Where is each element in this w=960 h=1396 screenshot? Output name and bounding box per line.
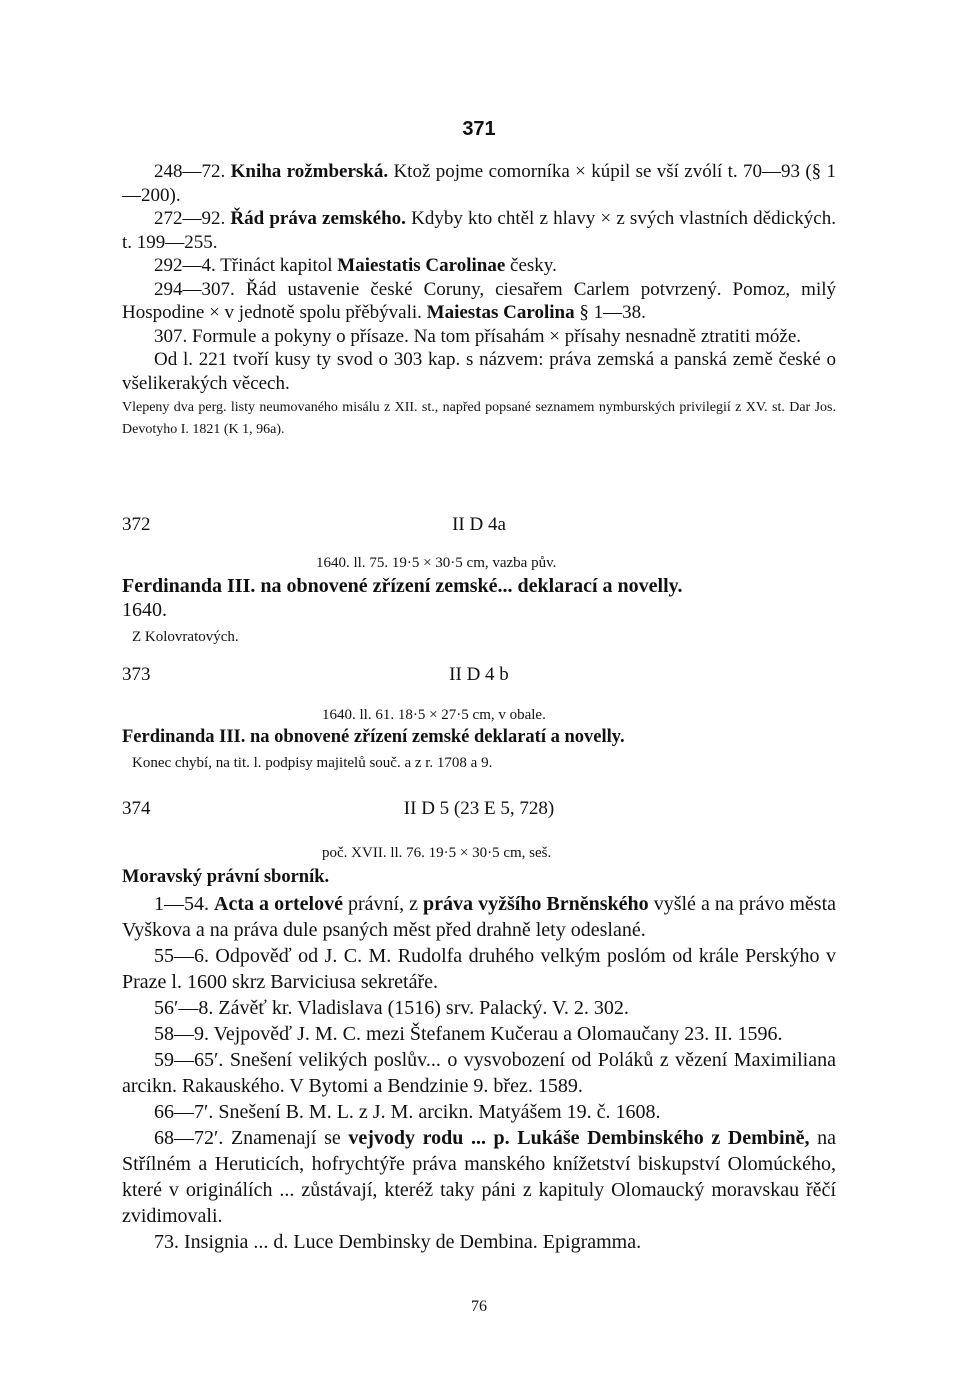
entry-number: 372 [122, 514, 151, 535]
entry-line [122, 160, 836, 207]
entry-371-contents [122, 160, 836, 440]
entry-line [122, 1229, 836, 1255]
entry-line [122, 891, 836, 943]
physical-description: poč. XVII. ll. 76. 19·5 × 30·5 cm, seš. [322, 845, 552, 861]
text-run: 66—7′. Snešení B. M. L. z J. M. arcikn. Matyášem 19. č. 1608. [154, 1100, 661, 1123]
text-run: vejvody rodu ... p. Lukáše Dembinského z Dembině, [348, 1126, 810, 1149]
text-run: Acta a ortelové [214, 892, 343, 915]
entry-line [122, 278, 836, 325]
text-run: § 1—38. [574, 302, 646, 323]
entry-374-lines [122, 891, 836, 1255]
physical-description: 1640. ll. 61. 18·5 × 27·5 cm, v obale. [322, 707, 546, 723]
entry-line [122, 943, 836, 995]
page-footer-number: 76 [471, 1298, 487, 1315]
text-run: právní, z [342, 892, 424, 915]
text-run: Maiestas Carolina [426, 302, 575, 323]
text-run: 73. Insignia ... d. Luce Dembinsky de Dembina. Epigramma. [154, 1230, 642, 1253]
entry-number: 374 [122, 798, 151, 819]
entry-line [122, 995, 836, 1021]
entry-title: Moravský právní sborník. [122, 867, 330, 887]
entry-373-body [122, 705, 836, 773]
entry-line [122, 348, 836, 395]
text-run: 272—92. [154, 208, 231, 229]
entry-line [122, 1099, 836, 1125]
entry-title: Ferdinanda III. na obnovené zřízení zemské... deklarací a novelly. [122, 575, 683, 597]
entry-371-note: Vlepeny dva perg. listy neumovaného misálu z XII. st., napřed popsané seznamem nymburských privilegií z XV. st. Dar Jos. Devotyho I. 1821 (K 1, 96a). [122, 400, 836, 437]
text-run: 68—72′. Znamenají se [154, 1126, 349, 1149]
text-run: 294—307. Řád ustavenie české Coruny, ciesařem Carlem potvrzený. Pomoz, milý Hospodine × v jednotě spolu přěbývali. [122, 278, 836, 323]
physical-description: 1640. ll. 75. 19·5 × 30·5 cm, vazba pův. [316, 555, 557, 571]
entry-line [122, 1021, 836, 1047]
page-top-number: 371 [462, 118, 496, 140]
entry-number: 373 [122, 664, 151, 685]
entry-line [122, 1047, 836, 1099]
entry-374-body [122, 843, 836, 1255]
text-run: Od l. 221 tvoří kusy ty svod o 303 kap. s názvem: práva zemská a panská země české o všelikerakých věcech. [122, 349, 836, 394]
entry-line [122, 207, 836, 254]
entry-year: 1640. [122, 599, 167, 621]
text-run: 248—72. [154, 161, 231, 182]
text-run: česky. [505, 255, 557, 276]
entry-line [122, 1125, 836, 1229]
shelf-signature: II D 4a [452, 514, 506, 535]
text-run: 292—4. Třináct kapitol [154, 255, 338, 276]
shelf-signature: II D 4 b [449, 664, 509, 685]
text-run: 307. Formule a pokyny o přísaze. Na tom přísahám × přísahy nesnadně ztratiti móže. [154, 325, 802, 347]
text-run: Kdyby kto chtěl z hlavy × z svých vlastních dědických. t. 199—255. [122, 208, 836, 253]
text-run: vyšlé a na právo města Vyškova a na práva dule psaných měst před drahně lety odeslané. [122, 892, 837, 941]
text-run: Kniha rožmberská. [230, 161, 389, 182]
shelf-signature: II D 5 (23 E 5, 728) [403, 798, 555, 819]
text-run: Řád práva zemského. [230, 208, 406, 229]
text-run: 58—9. Vejpověď J. M. C. mezi Štefanem Kučerau a Olomaučany 23. II. 1596. [154, 1022, 783, 1045]
entry-line [122, 254, 836, 278]
entry-title: Ferdinanda III. na obnovené zřízení zemské deklaratí a novelly. [122, 727, 625, 747]
text-run: 55—6. Odpověď od J. C. M. Rudolfa druhého velkým poslóm od krále Perskýho v Praze l. 1600 skrz Barviciusa sekretáře. [122, 944, 836, 993]
entry-371-lines [122, 160, 836, 395]
text-run: Ktož pojme comorníka × kúpil se vší zvólí t. 70—93 (§ 1—200). [122, 161, 837, 206]
entry-372-body [122, 553, 836, 647]
text-run: Maiestatis Carolinae [337, 255, 506, 276]
text-run: 59—65′. Snešení velikých poslův... o vysvobození od Poláků z vězení Maximiliana arcikn. Rakauského. V Bytomi a Bendzinie 9. břez. 1589. [122, 1048, 836, 1097]
text-run: na Střílném a Heruticích, hofrychtýře práva manského knížetství biskupství Olomúckého, které v originálích ... zůstávají, kteréž taky páni z kapituly Olomaucký moravskau řěčí zvidimovali. [122, 1126, 836, 1227]
entry-line [122, 325, 836, 349]
provenance-note: Z Kolovratových. [132, 629, 239, 645]
text-run: 1—54. [154, 892, 215, 915]
text-run: práva vyžšího Brněnského [423, 892, 649, 915]
text-run: 56′—8. Závěť kr. Vladislava (1516) srv. Palacký. V. 2. 302. [154, 996, 629, 1019]
entry-note: Konec chybí, na tit. l. podpisy majitelů souč. a z r. 1708 a 9. [132, 754, 493, 771]
